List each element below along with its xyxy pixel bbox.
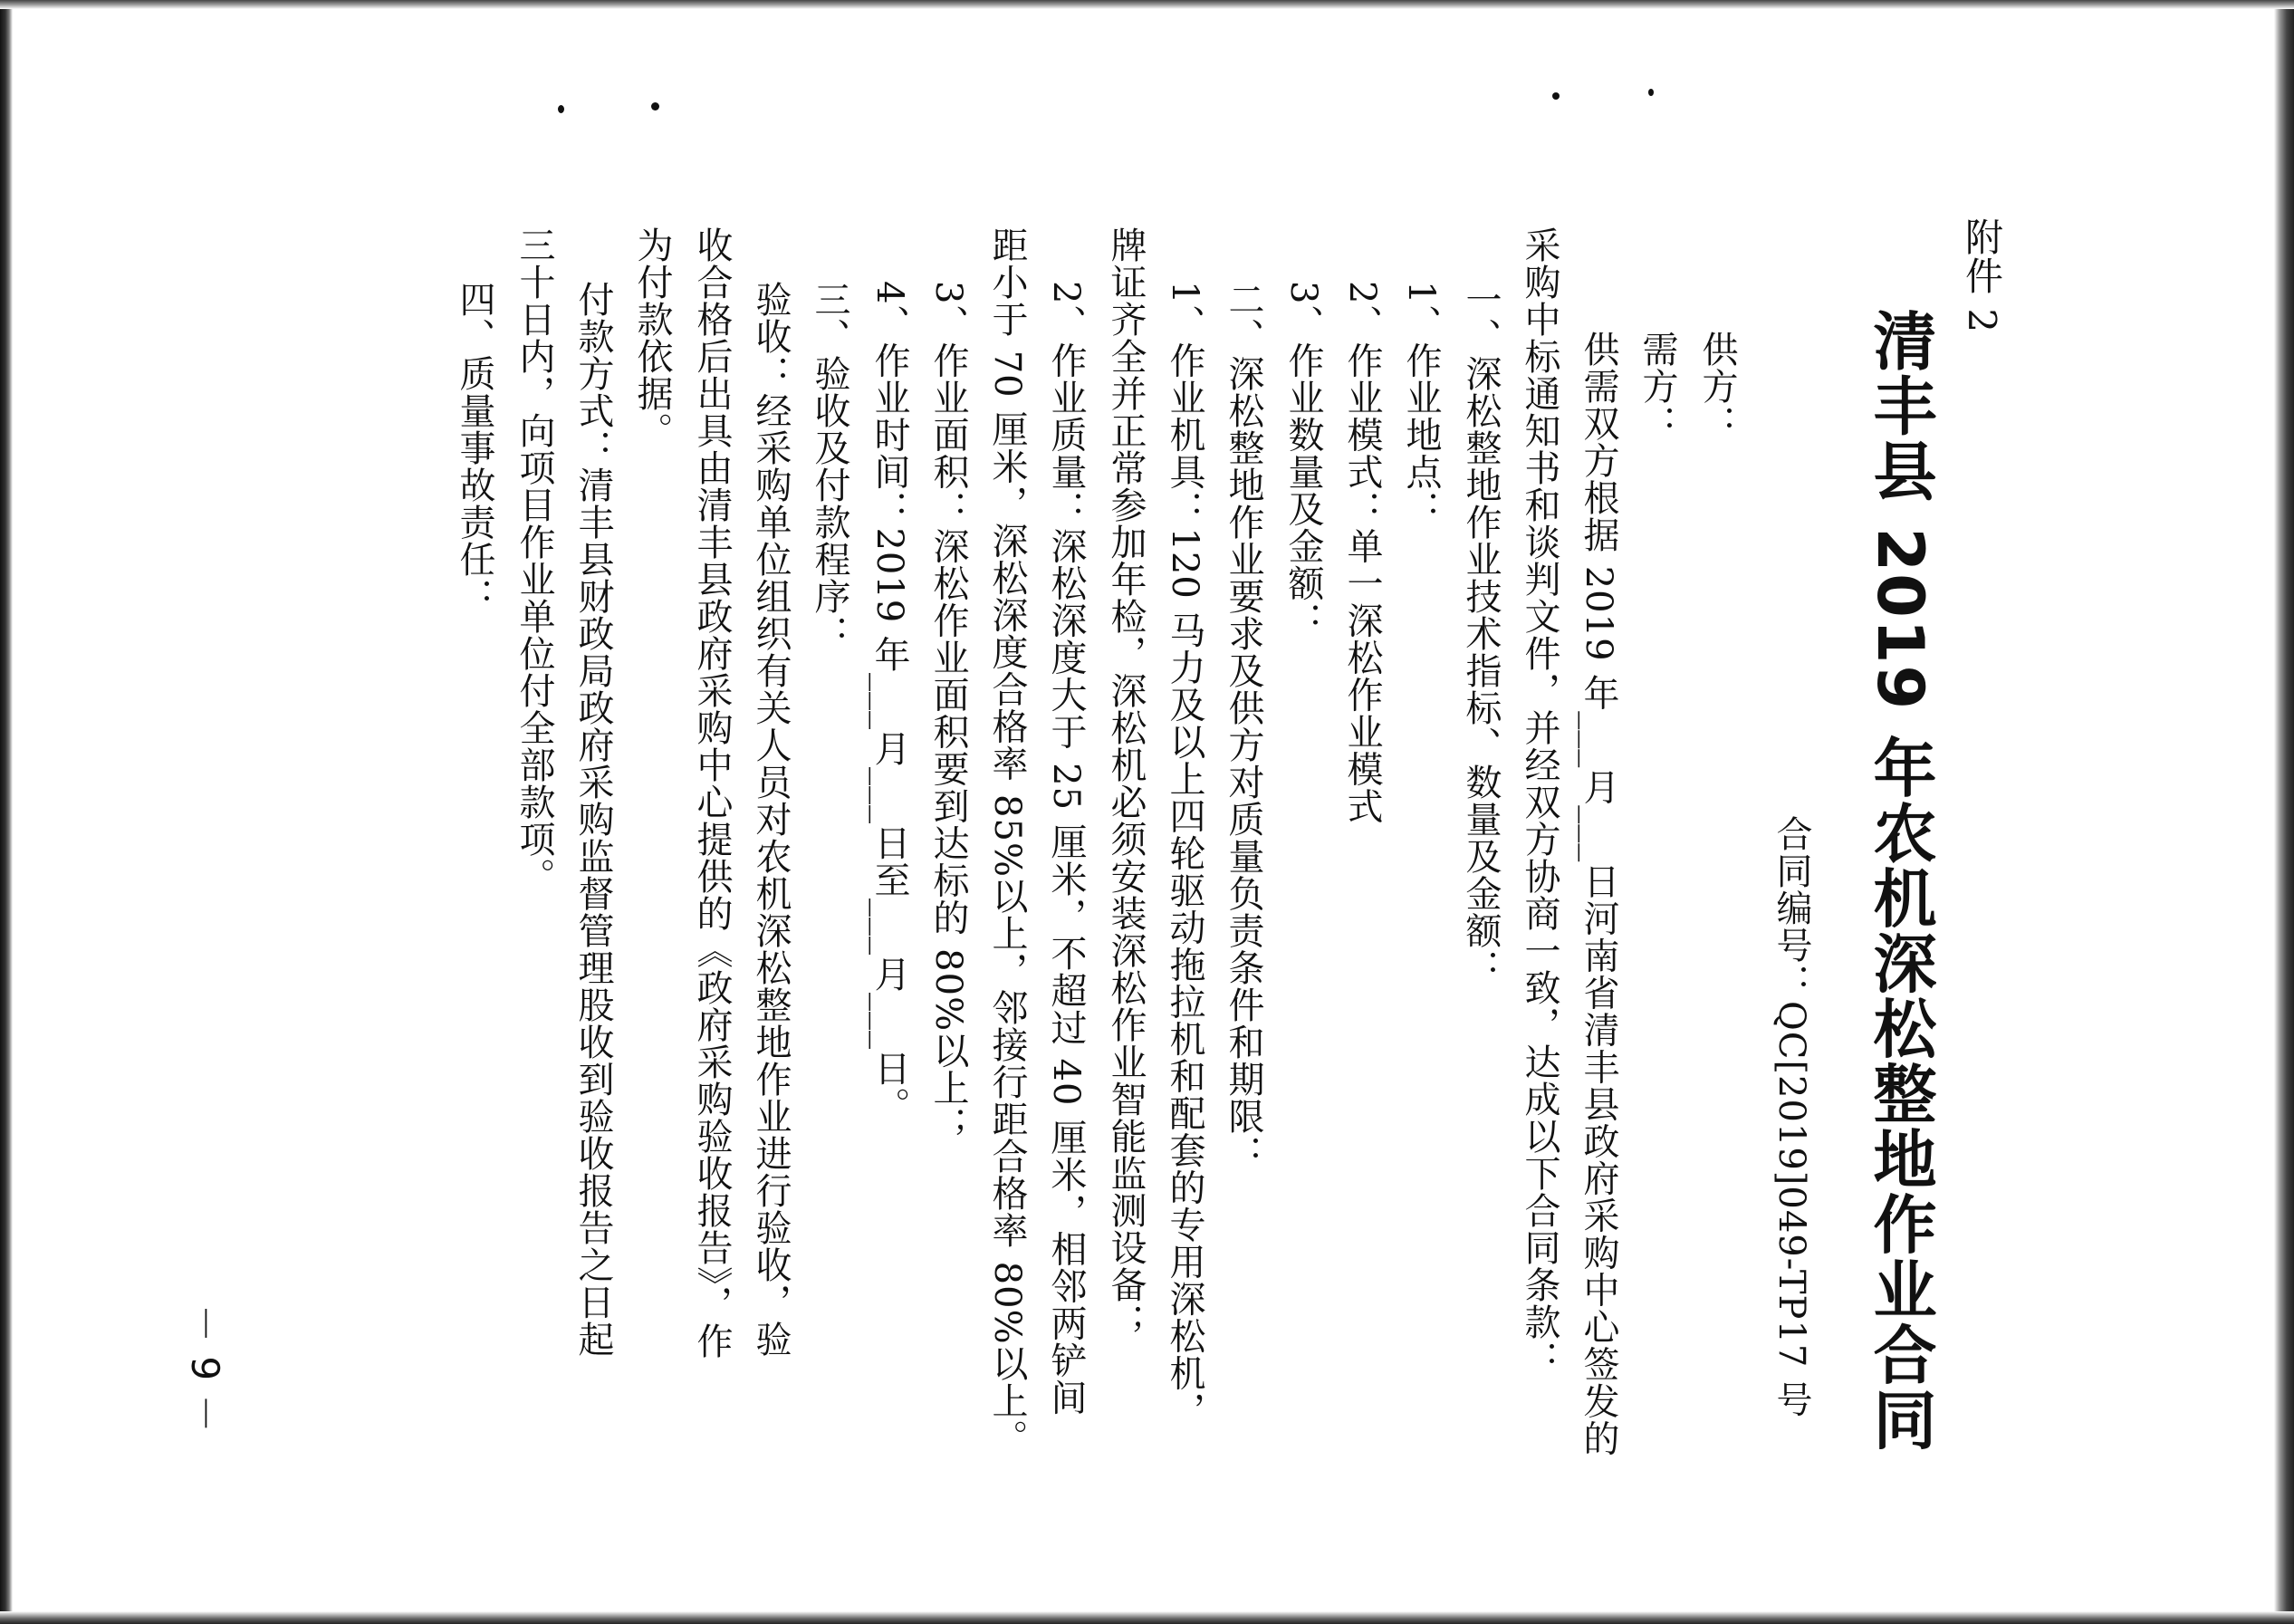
page-number: － 9 － xyxy=(183,1304,227,1434)
scan-speck xyxy=(1648,89,1654,96)
attachment-label: 附件 2 xyxy=(1960,217,2004,334)
item-1-1: 1、作业地点： xyxy=(1400,281,1442,528)
payment-line-1: 付款方式：清丰县财政局政府采购监督管理股收到验收报告之日起 xyxy=(572,281,614,1358)
supplier-field: 供方： xyxy=(1696,331,1738,442)
section-3-heading: 三、验收及付款程序： xyxy=(809,281,850,652)
item-2-2-line-2: 距小于 70 厘米，深松深度合格率 85%以上，邻接行距合格率 80%以上。 xyxy=(986,226,1028,1456)
contract-number: 合同编号：QC[2019]049-TP17 号 xyxy=(1771,815,1812,1418)
section-4-heading: 四、质量事故责任： xyxy=(454,281,495,615)
item-1-3: 3、作业数量及金额： xyxy=(1282,281,1324,639)
acceptance-line-1: 验收：经采购单位组织有关人员对农机深松整地作业进行验收，验 xyxy=(750,281,792,1358)
scan-border-top xyxy=(0,0,2294,9)
intro-line-1: 供需双方根据 2019 年___月___日河南省清丰县政府采购中心签发的 xyxy=(1578,331,1619,1457)
section-1-heading: 一、深松整地作业技术指标、数量及金额： xyxy=(1460,281,1502,986)
acceptance-line-2: 收合格后出具由清丰县政府采购中心提供的《政府采购验收报告》，作 xyxy=(691,226,733,1360)
item-2-2-line-1: 2、作业质量：深松深度大于 25 厘米，不超过 40 厘米，相邻两铲间 xyxy=(1045,281,1087,1417)
item-2-1-line-1: 1、作业机具：120 马力及以上四轮驱动拖拉机和配套的专用深松机， xyxy=(1164,281,1205,1429)
scan-speck xyxy=(558,105,564,113)
item-1-2: 2、作业模式：单一深松作业模式 xyxy=(1341,281,1383,825)
acceptance-line-3: 为付款依据。 xyxy=(631,226,673,449)
document-title: 清丰县 2019 年农机深松整地作业合同 xyxy=(1863,308,1937,1453)
item-2-4: 4、作业时间：2019 年___月___日至___月___日。 xyxy=(869,281,910,1124)
scan-border-right xyxy=(2274,0,2294,1624)
intro-line-2: 采购中标通知书和谈判文件，并经双方协商一致，达成以下合同条款： xyxy=(1519,226,1560,1378)
scan-speck xyxy=(651,102,659,111)
payment-line-2: 三十日内，向项目作业单位付全部款项。 xyxy=(514,226,555,895)
item-2-3: 3、作业面积：深松作业面积要到达标的 80%以上； xyxy=(927,281,969,1144)
buyer-field: 需方： xyxy=(1637,331,1678,442)
item-2-1-line-2: 牌证齐全并正常参加年检，深松机必须安装深松作业智能监测设备； xyxy=(1105,226,1147,1341)
scan-border-bottom xyxy=(0,1611,2294,1624)
scan-speck xyxy=(1552,92,1560,100)
section-2-heading: 二、深松整地作业要求及供方对质量负责条件和期限： xyxy=(1223,281,1264,1172)
scan-border-left xyxy=(0,0,13,1624)
